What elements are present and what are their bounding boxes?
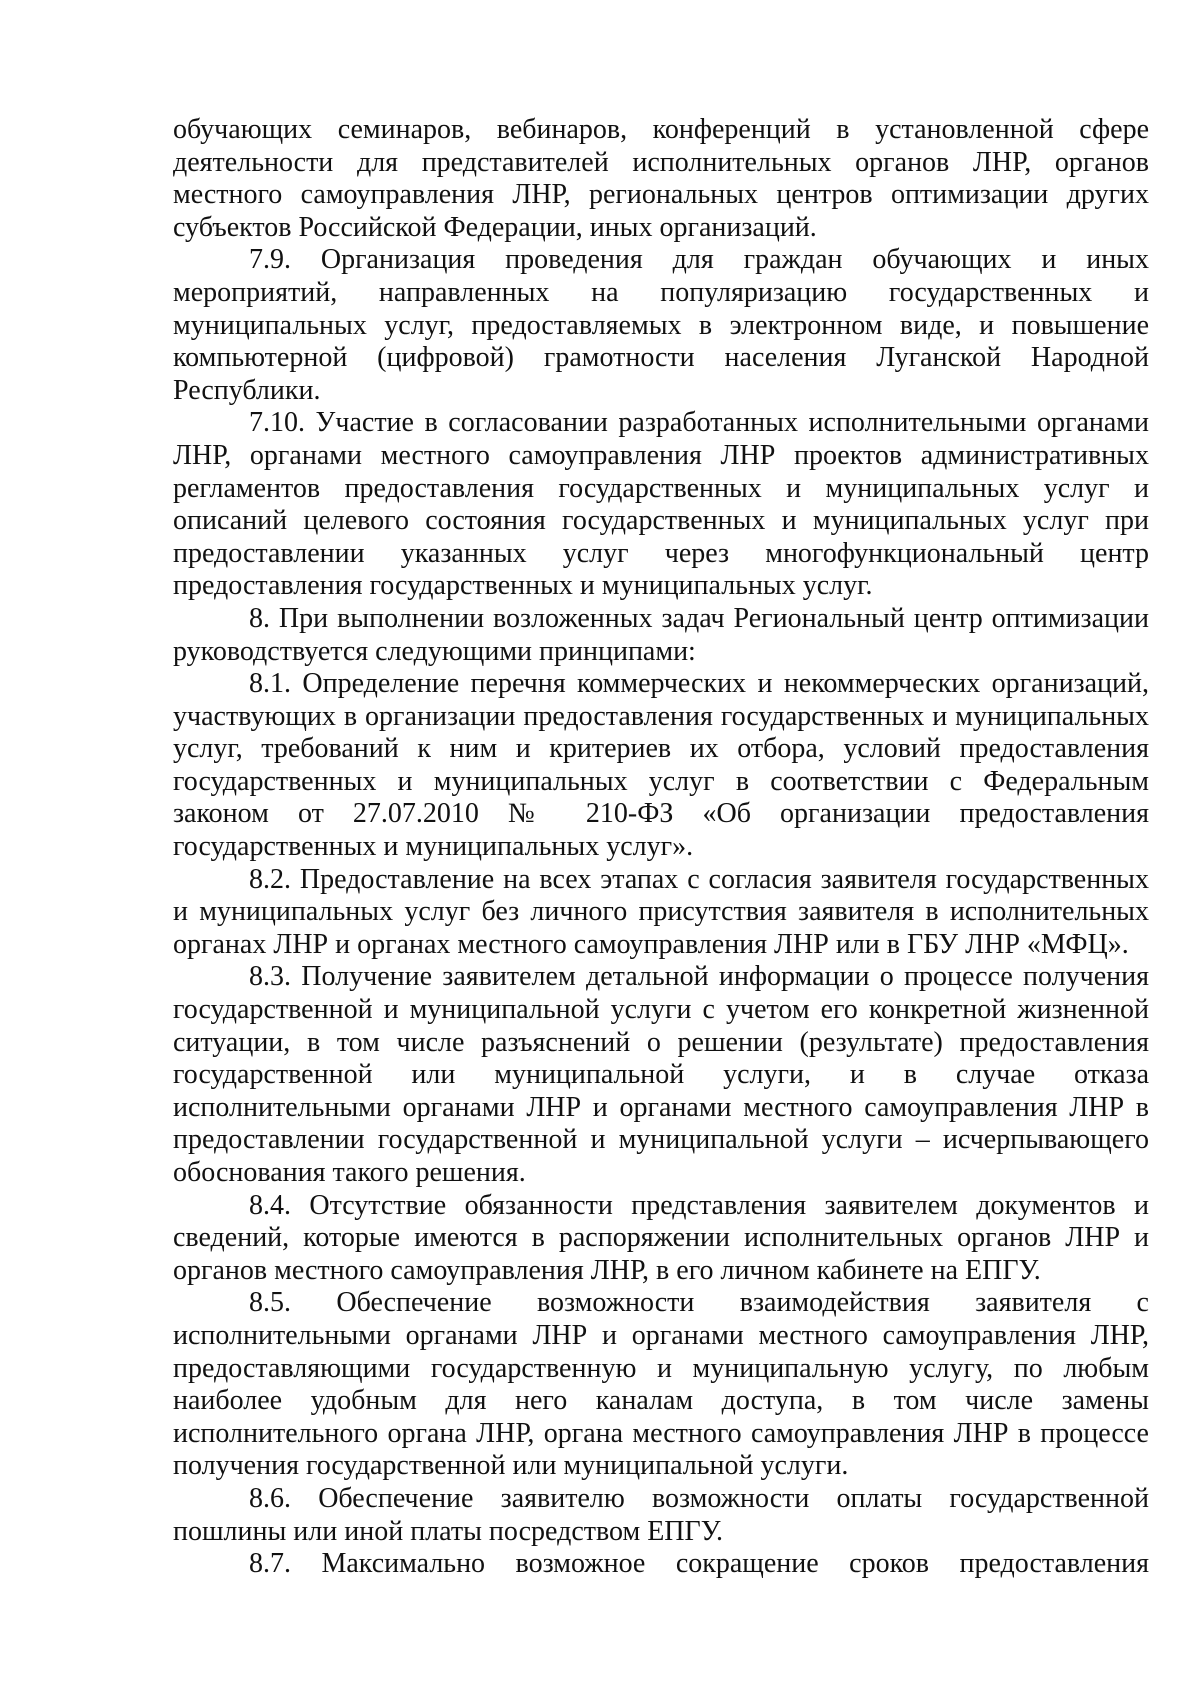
paragraph-8-6: 8.6. Обеспечение заявителю возможности оплаты государственной пошлины или иной платы посредством ЕПГУ. bbox=[173, 1482, 1149, 1547]
paragraph-8-3: 8.3. Получение заявителем детальной информации о процессе получения государственной и муниципальной услуги с учетом его конкретной жизненной ситуации, в том числе разъяснений о решении (результате) предоставления государственной или муниципальной услуги, и в случае отказа исполнительными органами ЛНР и органами местного самоуправления ЛНР в предоставлении государственной и муниципальной услуги – исчерпывающего обоснования такого решения. bbox=[173, 961, 1149, 1188]
paragraph-continuation: обучающих семинаров, вебинаров, конференций в установленной сфере деятельности для представителей исполнительных органов ЛНР, органов местного самоуправления ЛНР, региональных центров оптимизации других субъектов Российской Федерации, иных организаций. bbox=[173, 114, 1149, 243]
document-body bbox=[173, 114, 1149, 1581]
paragraph-8-5: 8.5. Обеспечение возможности взаимодействия заявителя с исполнительными органами ЛНР и органами местного самоуправления ЛНР, предоставляющими государственную и муниципальную услугу, по любым наиболее удобным для него каналам доступа, в том числе замены исполнительного органа ЛНР, органа местного самоуправления ЛНР в процессе получения государственной или муниципальной услуги. bbox=[173, 1287, 1149, 1482]
paragraph-8-7: 8.7. Максимально возможное сокращение сроков предоставления bbox=[249, 1548, 1149, 1580]
paragraph-8-2: 8.2. Предоставление на всех этапах с согласия заявителя государственных и муниципальных услуг без личного присутствия заявителя в исполнительных органах ЛНР и органах местного самоуправления ЛНР или в ГБУ ЛНР «МФЦ». bbox=[173, 863, 1149, 960]
paragraph-7-9: 7.9. Организация проведения для граждан обучающих и иных мероприятий, направленных на популяризацию государственных и муниципальных услуг, предоставляемых в электронном виде, и повышение компьютерной (цифровой) грамотности населения Луганской Народной Республики. bbox=[173, 244, 1149, 406]
paragraph-8-4: 8.4. Отсутствие обязанности представления заявителем документов и сведений, которые имеются в распоряжении исполнительных органов ЛНР и органов местного самоуправления ЛНР, в его личном кабинете на ЕПГУ. bbox=[173, 1189, 1149, 1286]
paragraph-8-1: 8.1. Определение перечня коммерческих и некоммерческих организаций, участвующих в организации предоставления государственных и муниципальных услуг, требований к ним и критериев их отбора, условий предоставления государственных и муниципальных услуг в соответствии с Федеральным законом от 27.07.2010 № 210-ФЗ «Об организации предоставления государственных и муниципальных услуг». bbox=[173, 668, 1149, 863]
paragraph-8: 8. При выполнении возложенных задач Региональный центр оптимизации руководствуется следующими принципами: bbox=[173, 602, 1149, 667]
paragraph-7-10: 7.10. Участие в согласовании разработанных исполнительными органами ЛНР, органами местного самоуправления ЛНР проектов административных регламентов предоставления государственных и муниципальных услуг и описаний целевого состояния государственных и муниципальных услуг при предоставлении указанных услуг через многофункциональный центр предоставления государственных и муниципальных услуг. bbox=[173, 407, 1149, 602]
